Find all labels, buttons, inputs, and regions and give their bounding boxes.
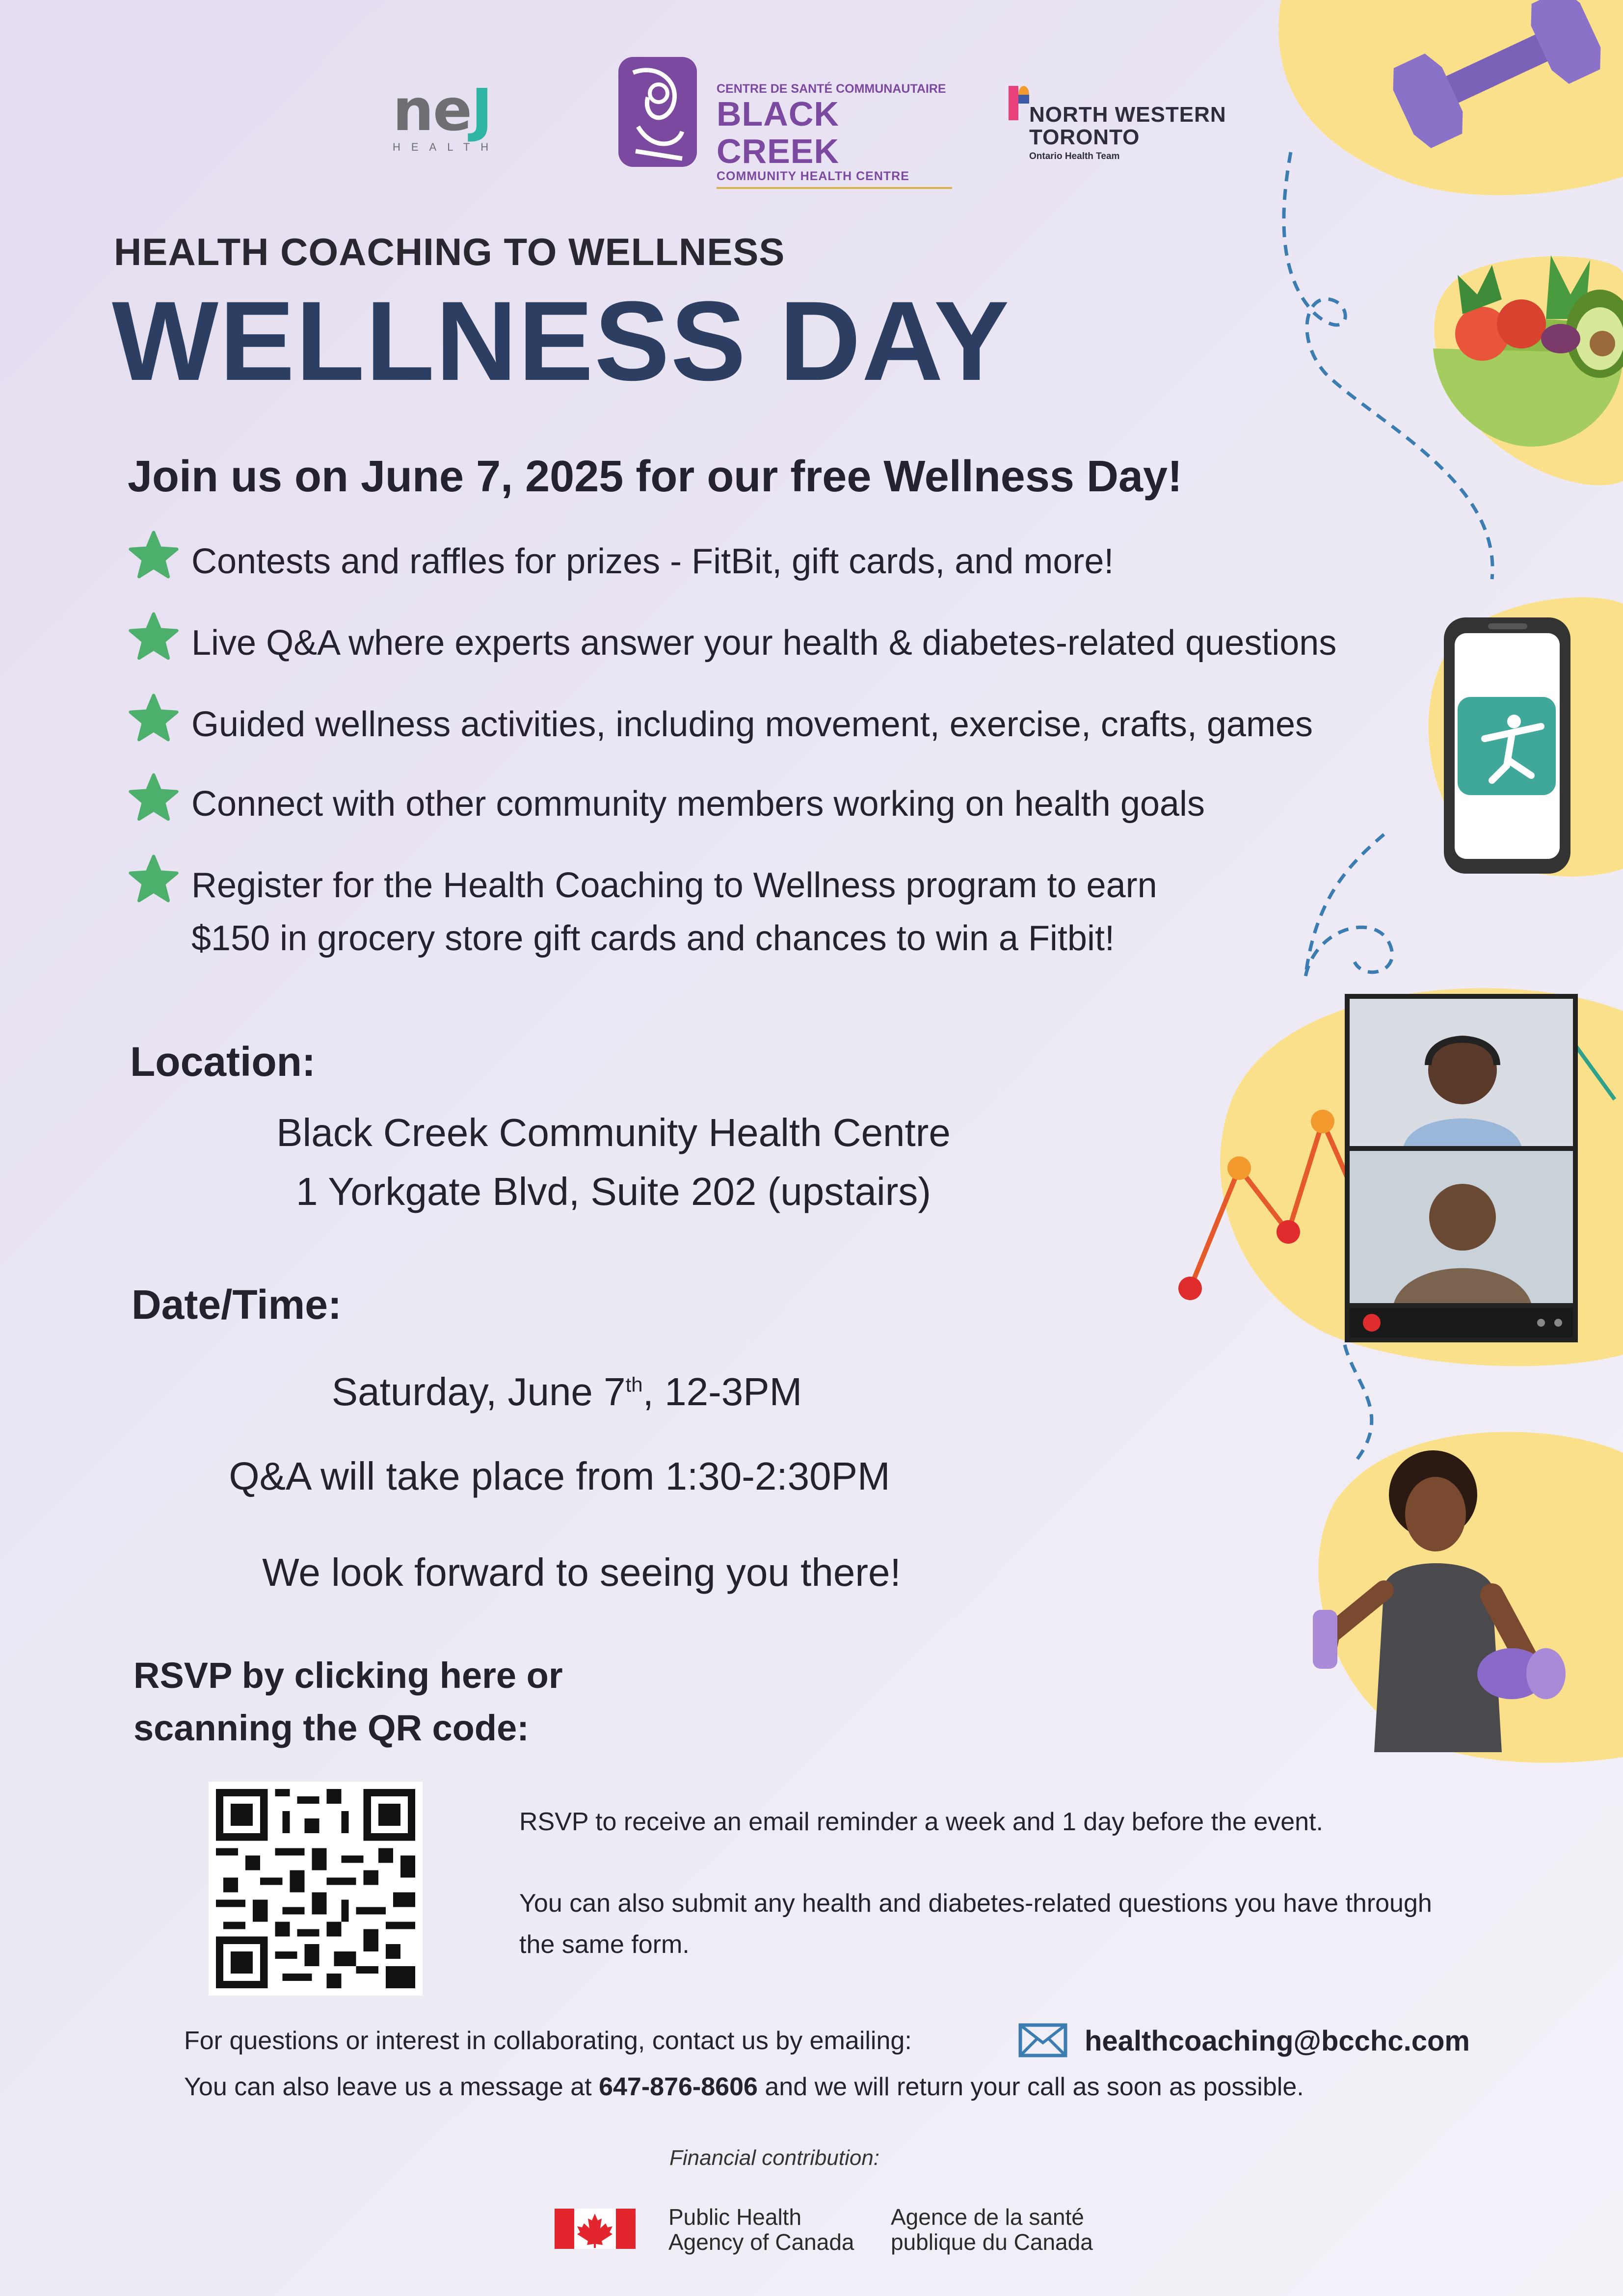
rsvp-link[interactable]: RSVP by clicking here or scanning the QR code: xyxy=(133,1655,563,1749)
decorative-illustrations xyxy=(1119,0,1623,1791)
star-bullet-icon xyxy=(127,528,181,582)
star-bullet-icon xyxy=(127,691,181,745)
page-title: WELLNESS DAY xyxy=(112,278,1011,404)
phone-app-icon xyxy=(1444,617,1570,874)
event-intro: Join us on June 7, 2025 for our free Wellness Day! xyxy=(128,452,1183,501)
location-name: Black Creek Community Health Centre xyxy=(276,1111,951,1154)
location-label: Location: xyxy=(130,1039,316,1085)
canada-flag-icon xyxy=(555,2209,636,2249)
rsvp-details: RSVP to receive an email reminder a week and 1 day before the event. You can also submit any health and diabetes-related questions you have through the same form. xyxy=(519,1808,1432,1959)
contact-email-link[interactable]: healthcoaching@bcchc.com xyxy=(1085,2025,1470,2057)
star-bullet-icon xyxy=(127,610,181,664)
location-address: 1 Yorkgate Blvd, Suite 202 (upstairs) xyxy=(295,1170,931,1213)
contact-phone-text: You can also leave us a message at 647-876-8606 and we will return your call as soon as possible. xyxy=(184,2073,1304,2101)
phac-english: Public Health Agency of Canada xyxy=(668,2204,854,2255)
phac-french: Agence de la santé publique du Canada xyxy=(891,2204,1093,2255)
phone-number[interactable]: 647-876-8606 xyxy=(599,2073,758,2101)
logo-divider xyxy=(717,187,952,189)
funding-label: Financial contribution: xyxy=(669,2146,880,2170)
nexj-health-subtext: HEALTH xyxy=(393,141,500,153)
list-item: Connect with other community members working on health goals xyxy=(127,777,1205,830)
contact-email-text: For questions or interest in collaborating, contact us by emailing: xyxy=(184,2027,912,2055)
list-item: Contests and raffles for prizes - FitBit, gift cards, and more! xyxy=(127,535,1114,588)
star-bullet-icon xyxy=(127,771,181,825)
star-bullet-icon xyxy=(127,852,181,906)
program-subtitle: HEALTH COACHING TO WELLNESS xyxy=(114,230,785,273)
datetime-label: Date/Time: xyxy=(132,1281,342,1328)
list-item: Guided wellness activities, including movement, exercise, crafts, games xyxy=(127,698,1313,751)
north-western-toronto-logo: NORTH WESTERN TORONTO Ontario Health Team xyxy=(1009,86,1234,169)
nexj-health-logo: neJ HEALTH xyxy=(393,81,564,164)
mail-icon xyxy=(1018,2023,1067,2057)
black-creek-emblem-icon xyxy=(613,53,702,171)
nwt-mark-icon xyxy=(1009,86,1029,120)
qa-time: Q&A will take place from 1:30-2:30PM xyxy=(229,1454,890,1498)
qr-code[interactable] xyxy=(209,1782,423,1996)
event-date: Saturday, June 7th, 12-3PM xyxy=(331,1370,802,1414)
closing-message: We look forward to seeing you there! xyxy=(262,1550,901,1594)
list-item: Register for the Health Coaching to Wellness program to earn $150 in grocery store gift cards and chances to win a Fitbit! xyxy=(127,859,1157,965)
list-item: Live Q&A where experts answer your health & diabetes-related questions xyxy=(127,616,1336,669)
black-creek-logo: CENTRE DE SANTÉ COMMUNAUTAIRE BLACK CREEK COMMUNITY HEALTH CENTRE xyxy=(613,53,957,171)
video-call-icon xyxy=(1345,994,1578,1342)
